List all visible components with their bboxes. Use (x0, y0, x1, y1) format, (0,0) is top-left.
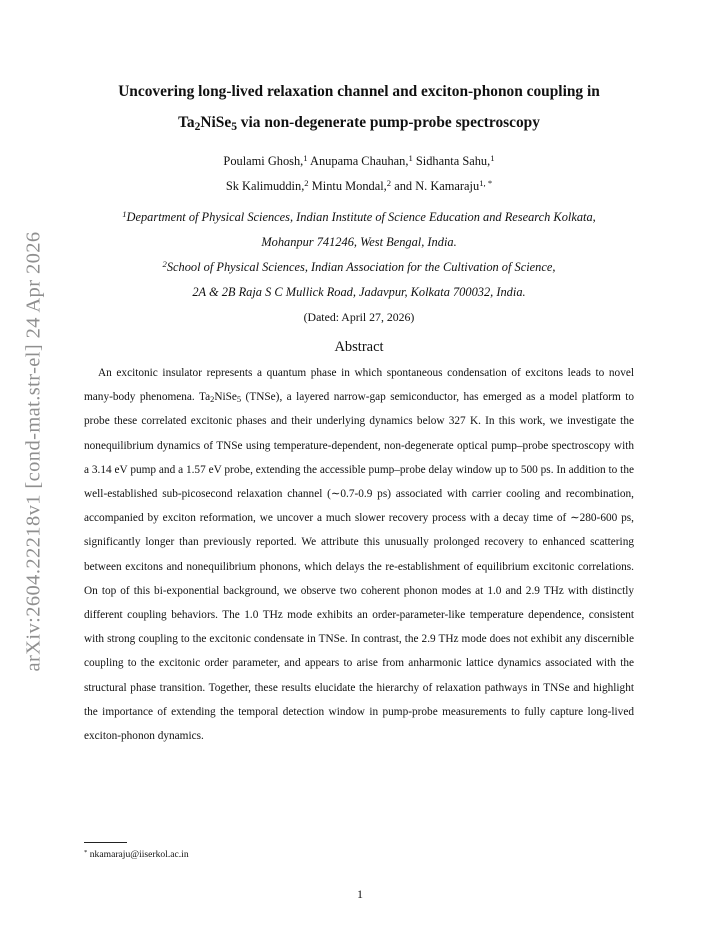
footnote-divider (84, 842, 127, 843)
dated-line: (Dated: April 27, 2026) (303, 310, 415, 324)
author-name: Sk Kalimuddin, (225, 179, 305, 193)
footnote-email: * nkamaraju@iiserkol.ac.in (84, 848, 189, 860)
author-name: Sidhanta Sahu, (415, 154, 491, 168)
abstract-heading: Abstract (334, 339, 384, 355)
affiliation-1-line-1: $^1$Department of Physical Sciences, Indian Institute of Science Education and Research Kolkata, (122, 209, 596, 224)
affiliation-2-line-2: 2A & 2B Raja S C Mullick Road, Jadavpur, Kolkata 700032, India. (192, 285, 526, 299)
author-name: Mintu Mondal, (311, 179, 387, 193)
author-list-line-2: Sk Kalimuddin,$^2$ Mintu Mondal,$^2$ and N. Kamaraju$^{1, *}$ (225, 178, 493, 193)
paper-title-line-1: Uncovering long-lived relaxation channel and exciton-phonon coupling in (118, 83, 600, 100)
author-list-line-1: Poulami Ghosh,$^1$ Anupama Chauhan,$^1$ Sidhanta Sahu,$^1$ (223, 153, 495, 168)
page-number: 1 (357, 887, 363, 901)
affiliation-2-line-1: $^2$School of Physical Sciences, Indian Association for the Cultivation of Science, (162, 259, 556, 274)
abstract-body: An excitonic insulator represents a quantum phase in which spontaneous condensation of excitons leads to novel many-body phenomena. $Ta_2NiSe_5$ (TNSe), a layered narrow-gap semiconductor, has emerged as a model platform to probe these correlated excitonic phases and their underlying dynamics below 327 K. In this work, we investigate the nonequilibrium dynamics of TNSe using temperature-dependent, non-degenerate optical pump–probe spectroscopy with a 3.14 eV pump and a 1.57 eV probe, extending the accessible pump–probe delay window up to 500 ps. In addition to the well-established sub-picosecond relaxation channel (∼0.7-0.9 ps) associated with carrier cooling and recombination, accompanied by exciton reformation, we uncover a much slower recovery process with a decay time of ∼280-600 ps, significantly longer than previously reported. We attribute this unusually prolonged recovery to enhanced scattering between excitons and nonequilibrium phonons, which delays the re-establishment of equilibrium excitonic correlations. On top of this bi-exponential background, we observe two coherent phonon modes at 1.0 and 2.9 THz with distinctly different coupling behaviors. The 1.0 THz mode exhibits an order-parameter-like temperature dependence, consistent with strong coupling to the excitonic condensate in TNSe. In contrast, the 2.9 THz mode does not exhibit any discernible coupling to the excitonic order parameter, and appears to arise from anharmonic lattice dynamics associated with the structural phase transition. Together, these results elucidate the hierarchy of relaxation pathways in TNSe and highlight the importance of extending the temporal detection window in pump-probe measurements to fully capture long-lived exciton-phonon dynamics. (84, 367, 634, 743)
arxiv-sidebar-stamp (14, 215, 54, 687)
author-name: Poulami Ghosh, (223, 154, 304, 168)
paper-title-line-2: $Ta_2NiSe_5$ via non-degenerate pump-probe spectroscopy (178, 114, 540, 133)
author-name: and N. Kamaraju (394, 179, 480, 193)
author-name: Anupama Chauhan, (310, 154, 409, 168)
affiliation-1-line-2: Mohanpur 741246, West Bengal, India. (261, 235, 457, 249)
arxiv-identifier: arXiv:2604.22218v1 [cond-mat.str-el] 24 Apr 2026 (22, 230, 45, 672)
